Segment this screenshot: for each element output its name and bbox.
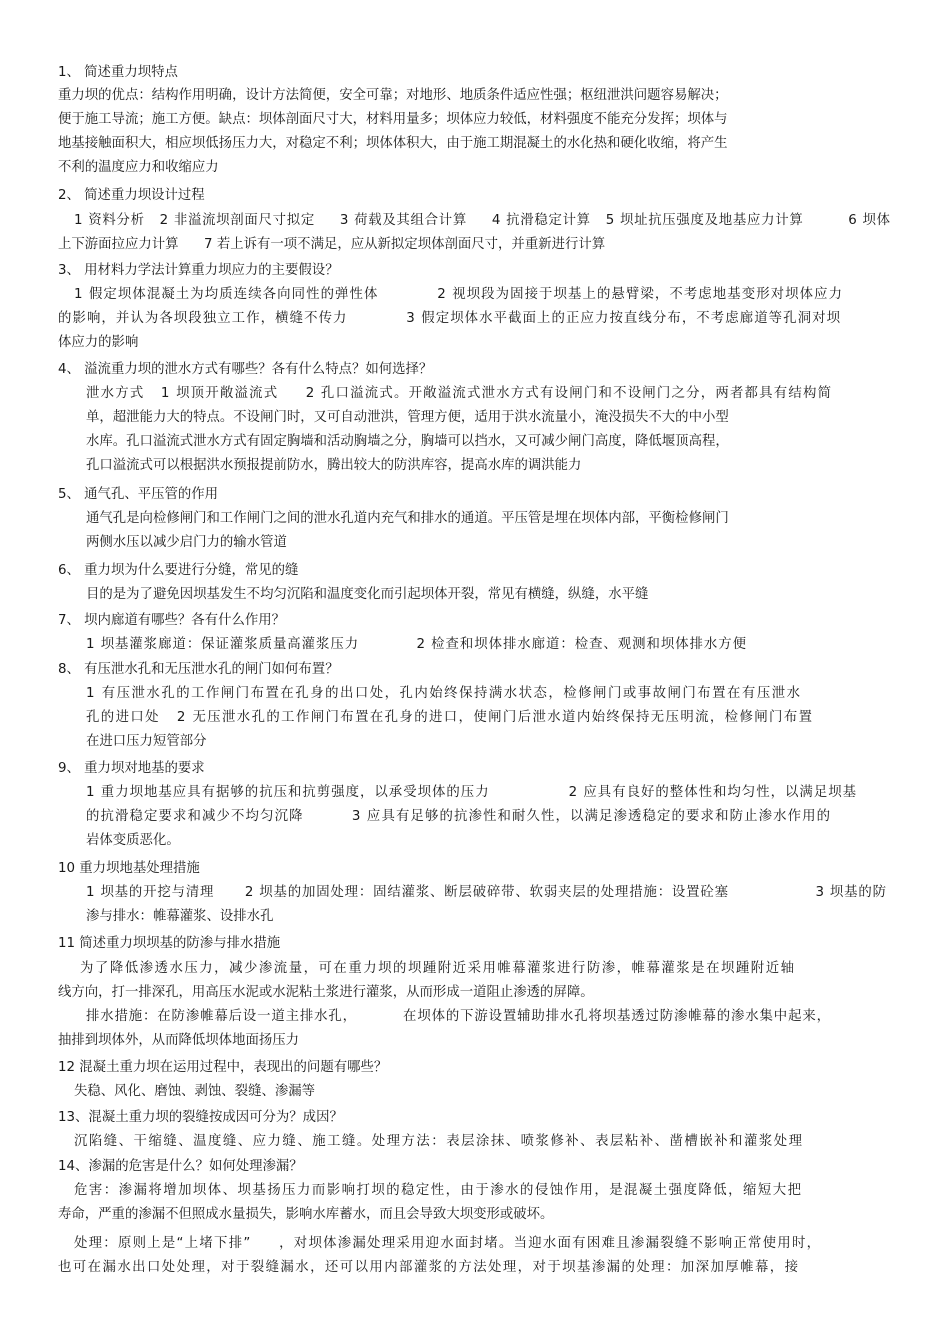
text-line: 目的是为了避免因坝基发生不均匀沉陷和温度变化而引起坝体开裂，常见有横缝，纵缝，水平缝 [86, 587, 649, 602]
text-line: 的影响，并认为各坝段独立工作，横缝不传力 3 假定坝体水平截面上的正应力按直线分布，不考虑廊道等孔洞对坝 [58, 311, 842, 326]
text-line: 12 混凝土重力坝在运用过程中，表现出的问题有哪些？ [58, 1060, 388, 1075]
text-line: 2、 简述重力坝设计过程 [58, 188, 205, 203]
text-line: 危害：渗漏将增加坝体、坝基扬压力而影响打坝的稳定性，由于渗水的侵蚀作用，是混凝土强度降低，缩短大把 [74, 1183, 803, 1198]
text-line: 的抗滑稳定要求和减少不均匀沉降 3 应具有足够的抗渗性和耐久性，以满足渗透稳定的要求和防止渗水作用的 [86, 809, 832, 824]
text-line: 3、 用材料力学法计算重力坝应力的主要假设？ [58, 263, 339, 278]
text-line: 1 坝基的开挖与清理 2 坝基的加固处理：固结灌浆、断层破碎带、软弱夹层的处理措施：设置砼塞 3 坝基的防 [86, 885, 887, 900]
text-line: 13、混凝土重力坝的裂缝按成因可分为？成因？ [58, 1110, 343, 1125]
text-line: 1 假定坝体混凝土为均质连续各向同性的弹性体 2 视坝段为固接于坝基上的悬臂梁，不考虑地基变形对坝体应力 [74, 287, 844, 302]
text-line: 渗与排水：帷幕灌浆、设排水孔 [86, 909, 274, 924]
text-line: 上下游面拉应力计算 7 若上诉有一项不满足，应从新拟定坝体剖面尺寸，并重新进行计算 [58, 237, 606, 252]
text-line: 5、 通气孔、平压管的作用 [58, 487, 219, 502]
text-line: 失稳、风化、磨蚀、剥蚀、裂缝、渗漏等 [74, 1084, 316, 1099]
text-line: 单，超泄能力大的特点。不设闸门时，又可自动泄洪，管理方便，适用于洪水流量小，淹没损失不大的中小型 [86, 410, 729, 425]
text-line: 14、渗漏的危害是什么？如何处理渗漏？ [58, 1159, 303, 1174]
text-line: 孔口溢流式可以根据洪水预报提前防水，腾出较大的防洪库容，提高水库的调洪能力 [86, 458, 582, 473]
text-line: 8、 有压泄水孔和无压泄水孔的闸门如何布置？ [58, 662, 339, 677]
text-line: 泄水方式 1 坝顶开敞溢流式 2 孔口溢流式。开敞溢流式泄水方式有设闸门和不设闸门之分，两者都具有结构简 [86, 386, 833, 401]
text-line: 孔的进口处 2 无压泄水孔的工作闸门布置在孔身的进口，使闸门后泄水道内始终保持无压明流，检修闸门布置 [86, 710, 814, 725]
text-line: 1 重力坝地基应具有据够的抗压和抗剪强度，以承受坝体的压力 2 应具有良好的整体性和均匀性，以满足坝基 [86, 785, 858, 800]
text-line: 体应力的影响 [58, 335, 139, 350]
text-line: 在进口压力短管部分 [86, 734, 207, 749]
text-line: 7、 坝内廊道有哪些？各有什么作用？ [58, 613, 286, 628]
text-line: 两侧水压以减少启门力的输水管道 [86, 535, 287, 550]
text-line: 便于施工导流；施工方便。缺点：坝体剖面尺寸大，材料用量多；坝体应力较低，材料强度不能充分发挥；坝体与 [58, 112, 728, 127]
text-line: 为了降低渗透水压力，减少渗流量，可在重力坝的坝踵附近采用帷幕灌浆进行防渗，帷幕灌浆是在坝踵附近轴 [80, 961, 796, 976]
text-line: 不利的温度应力和收缩应力 [58, 160, 219, 175]
text-line: 处理：原则上是“上堵下排” ，对坝体渗漏处理采用迎水面封堵。当迎水面有困难且渗漏裂缝不影响正常使用时， [74, 1236, 822, 1251]
text-line: 沉陷缝、干缩缝、温度缝、应力缝、施工缝。处理方法：表层涂抹、喷浆修补、表层粘补、凿槽嵌补和灌浆处理 [74, 1134, 804, 1149]
text-line: 1 有压泄水孔的工作闸门布置在孔身的出口处，孔内始终保持满水状态，检修闸门或事故闸门布置在有压泄水 [86, 686, 802, 701]
text-line: 地基接触面积大，相应坝低扬压力大，对稳定不利；坝体体积大，由于施工期混凝土的水化热和硬化收缩，将产生 [58, 136, 728, 151]
text-line: 重力坝的优点：结构作用明确，设计方法简便，安全可靠；对地形、地质条件适应性强；枢纽泄洪问题容易解决； [58, 88, 728, 103]
text-line: 4、 溢流重力坝的泄水方式有哪些？各有什么特点？如何选择？ [58, 362, 433, 377]
text-line: 线方向，打一排深孔，用高压水泥或水泥粘土浆进行灌浆，从而形成一道阻止渗透的屏障。 [58, 985, 594, 1000]
text-line: 10 重力坝地基处理措施 [58, 861, 200, 876]
text-line: 抽排到坝体外，从而降低坝体地面扬压力 [58, 1033, 300, 1048]
text-line: 通气孔是向检修闸门和工作闸门之间的泄水孔道内充气和排水的通道。平压管是埋在坝体内部，平衡检修闸门 [86, 511, 729, 526]
text-line: 寿命，严重的渗漏不但照成水量损失，影响水库蓄水，而且会导致大坝变形或破坏。 [58, 1207, 554, 1222]
text-line: 也可在漏水出口处处理，对于裂缝漏水，还可以用内部灌浆的方法处理，对于坝基渗漏的处理：加深加厚帷幕，接 [58, 1260, 800, 1275]
text-line: 岩体变质恶化。 [86, 833, 180, 848]
text-line: 1 坝基灌浆廊道：保证灌浆质量高灌浆压力 2 检查和坝体排水廊道：检查、观测和坝体排水方便 [86, 637, 747, 652]
text-line: 1、 简述重力坝特点 [58, 65, 178, 80]
text-line: 11 简述重力坝坝基的防渗与排水措施 [58, 936, 281, 951]
text-line: 9、 重力坝对地基的要求 [58, 761, 205, 776]
text-line: 1 资料分析 2 非溢流坝剖面尺寸拟定 3 荷载及其组合计算 4 抗滑稳定计算 5 坝址抗压强度及地基应力计算 6 坝体 [74, 213, 891, 228]
text-line: 排水措施：在防渗帷幕后设一道主排水孔， 在坝体的下游设置辅助排水孔将坝基透过防渗帷幕的渗水集中起来， [86, 1009, 831, 1024]
text-line: 水库。孔口溢流式泄水方式有固定胸墙和活动胸墙之分，胸墙可以挡水，又可减少闸门高度，降低堰顶高程， [86, 434, 729, 449]
text-line: 6、 重力坝为什么要进行分缝，常见的缝 [58, 563, 299, 578]
